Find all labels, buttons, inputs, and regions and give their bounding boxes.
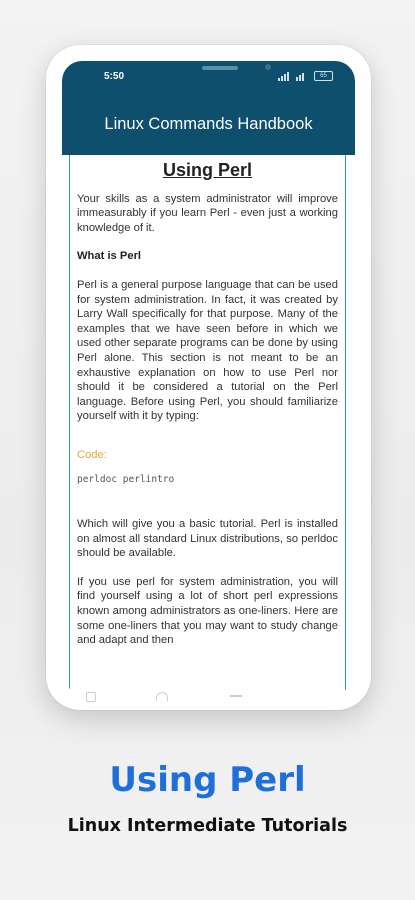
nav-back-icon[interactable] (230, 695, 242, 697)
article-frame[interactable] (69, 155, 346, 693)
signal-icon (278, 72, 292, 81)
code-label: Code: (77, 448, 107, 461)
system-nav-bar (78, 692, 328, 702)
app-title: Linux Commands Handbook (104, 114, 313, 133)
paragraph-what-is-perl: Perl is a general purpose language that can be used for system administration. In fact, it was created by Larry Wall specifically for that purpose. Many of the examples that we have seen before in which we used other separate programs can be done by using Perl alone. This section is not meant to be an exhaustive explanation on how to use Perl nor should it be considered a tutorial on the Perl language. Before using Perl, you should familiarize yourself with it by typing: (77, 278, 338, 423)
phone-screen (62, 61, 355, 693)
article-content (70, 160, 345, 648)
nav-recents-icon[interactable] (86, 692, 96, 702)
promo-title: Using Perl (109, 760, 306, 800)
promo-subtitle: Linux Intermediate Tutorials (67, 816, 348, 836)
status-bar (62, 61, 355, 93)
status-icons (278, 71, 333, 81)
intro-paragraph: Your skills as a system administrator will improve immeasurably if you learn Perl - even just a working knowledge of it. (77, 192, 338, 234)
front-camera-icon (265, 64, 271, 70)
battery-icon: 65 (314, 71, 333, 81)
phone-mockup (46, 45, 371, 710)
code-snippet: perldoc perlintro (77, 473, 175, 485)
paragraph-tutorial: Which will give you a basic tutorial. Perl is installed on almost all standard Linux distributions, so perldoc should be available. (77, 518, 338, 560)
nav-home-icon[interactable] (156, 692, 168, 701)
status-time: 5:50 (104, 71, 125, 82)
app-bar (62, 93, 355, 155)
speaker-grille (202, 66, 238, 70)
wifi-signal-icon (296, 72, 310, 81)
paragraph-one-liners: If you use perl for system administration, you will find yourself using a lot of short perl expressions known among administrators as one-liners. Here are some one-liners that you may want to study change and adapt and then (77, 575, 338, 647)
section-heading: What is Perl (77, 250, 142, 263)
article-title: Using Perl (162, 160, 253, 180)
